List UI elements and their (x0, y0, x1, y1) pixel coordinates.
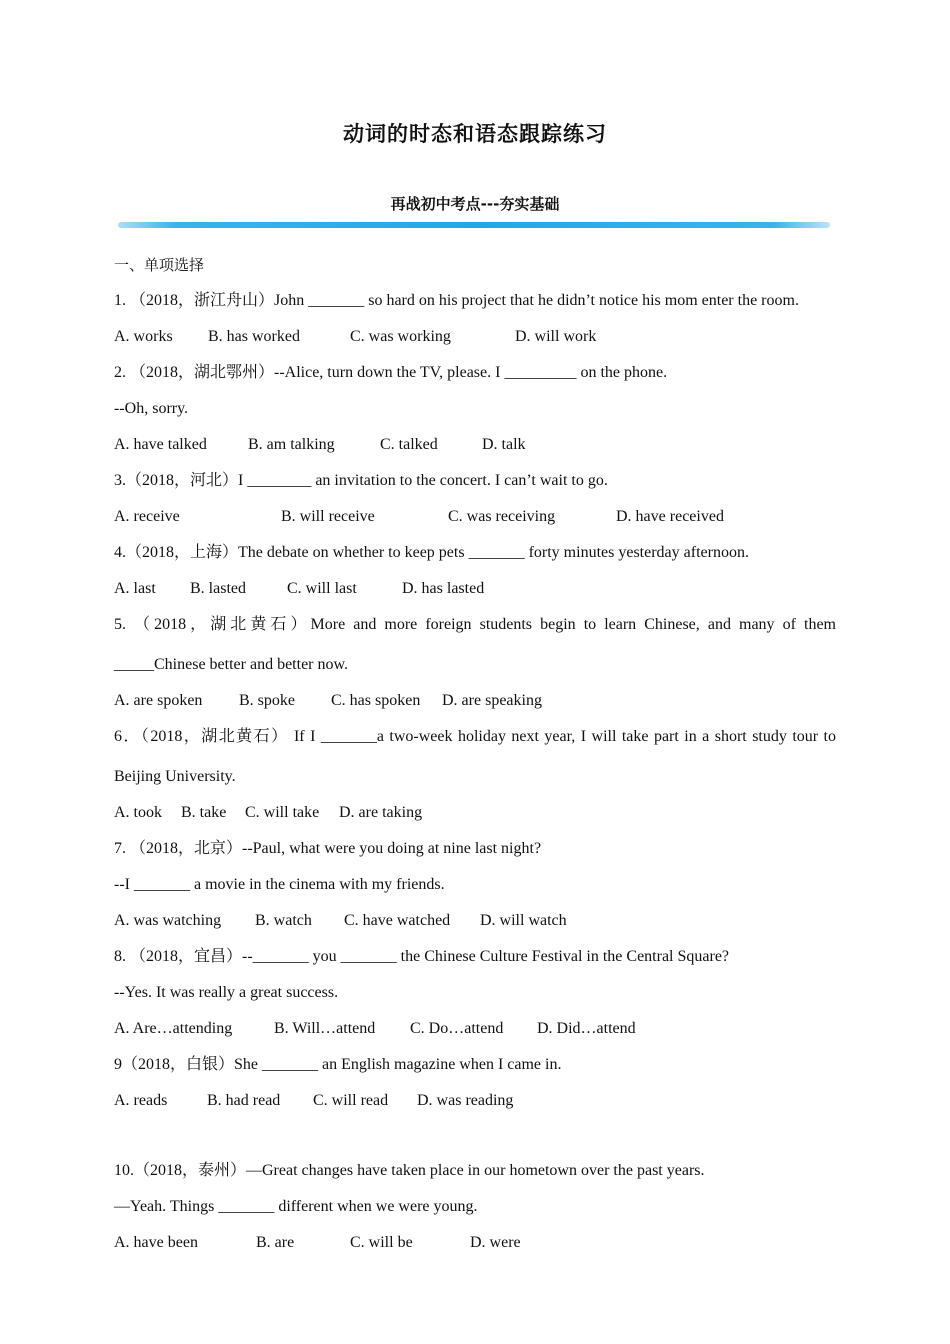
option: A. was watching (114, 912, 222, 929)
option: C. Do…attend (410, 1020, 504, 1037)
question-3-stem: 3.（2018，河北）I ________ an invitation to the concert. I can’t wait to go. (114, 472, 608, 489)
option: A. have talked (114, 436, 207, 453)
option: A. Are…attending (114, 1020, 233, 1037)
question-10-options (114, 1230, 836, 1266)
question-2-reply: --Oh, sorry. (114, 400, 189, 417)
option: D. will work (515, 328, 597, 345)
option: A. last (114, 580, 156, 597)
option: B. am talking (248, 436, 335, 453)
question-9-stem: 9（2018，白银）She _______ an English magazine when I came in. (114, 1056, 562, 1073)
option: D. Did…attend (537, 1020, 636, 1037)
question-9-options (114, 1088, 836, 1158)
option: D. was reading (417, 1092, 514, 1109)
option: C. has spoken (331, 692, 421, 709)
question-6-options (114, 800, 836, 836)
question-5-stem: 5. （2018，湖北黄石）More and more foreign students begin to learn Chinese, and many of them (114, 616, 836, 633)
question-4-options (114, 576, 836, 612)
option: D. has lasted (402, 580, 485, 597)
question-8-reply: --Yes. It was really a great success. (114, 984, 339, 1001)
question-3-options (114, 504, 836, 540)
option: D. will watch (480, 912, 567, 929)
option: B. take (181, 804, 227, 821)
option: A. have been (114, 1234, 198, 1251)
page-subtitle: 再战初中考点---夯实基础 (390, 195, 560, 213)
option: B. are (256, 1234, 295, 1251)
question-6-stem: 6．（2018，湖北黄石） If I _______a two-week holiday next year, I will take part in a short study tour to (114, 728, 836, 745)
question-5-options (114, 688, 836, 724)
option: C. will be (350, 1234, 413, 1251)
option: D. are speaking (442, 692, 542, 709)
option: B. watch (255, 912, 312, 929)
question-5-stem-continued: _____Chinese better and better now. (114, 656, 349, 673)
exercise-content (114, 252, 836, 1266)
question-2-stem: 2. （2018，湖北鄂州）--Alice, turn down the TV, please. I _________ on the phone. (114, 364, 668, 381)
option: B. Will…attend (274, 1020, 376, 1037)
question-4-stem: 4.（2018，上海）The debate on whether to keep pets _______ forty minutes yesterday afternoon. (114, 544, 749, 561)
option: C. will read (313, 1092, 389, 1109)
option: C. will take (245, 804, 320, 821)
option: A. works (114, 328, 173, 345)
question-8-stem: 8. （2018，宜昌）--_______ you _______ the Chinese Culture Festival in the Central Square? (114, 948, 730, 965)
option: C. will last (287, 580, 357, 597)
option: A. reads (114, 1092, 168, 1109)
option: C. have watched (344, 912, 451, 929)
option: B. lasted (190, 580, 246, 597)
question-2-options (114, 432, 836, 468)
question-10-stem: 10.（2018，泰州）—Great changes have taken place in our hometown over the past years. (114, 1162, 705, 1179)
option: B. had read (207, 1092, 281, 1109)
option: D. are taking (339, 804, 423, 821)
question-1-options (114, 324, 836, 360)
question-7-stem: 7. （2018，北京）--Paul, what were you doing at nine last night? (114, 840, 542, 857)
question-7-reply: --I _______ a movie in the cinema with my friends. (114, 876, 445, 893)
section-heading: 一、单项选择 (114, 256, 205, 274)
page-title: 动词的时态和语态跟踪练习 (343, 122, 607, 146)
option: D. talk (482, 436, 526, 453)
option: C. was working (350, 328, 451, 345)
option: A. are spoken (114, 692, 203, 709)
option: B. has worked (208, 328, 300, 345)
question-10-reply: —Yeah. Things _______ different when we were young. (114, 1198, 478, 1215)
option: B. will receive (281, 508, 375, 525)
question-7-options (114, 908, 836, 944)
question-6-stem-continued: Beijing University. (114, 768, 236, 785)
question-8-options (114, 1016, 836, 1052)
question-1-stem: 1. （2018，浙江舟山）John _______ so hard on his project that he didn’t notice his mom enter the room. (114, 292, 799, 309)
option: C. was receiving (448, 508, 556, 525)
option: D. were (470, 1234, 521, 1251)
option: C. talked (380, 436, 438, 453)
option: D. have received (616, 508, 724, 525)
option: A. took (114, 804, 162, 821)
title-divider (118, 222, 830, 228)
option: A. receive (114, 508, 180, 525)
option: B. spoke (239, 692, 295, 709)
